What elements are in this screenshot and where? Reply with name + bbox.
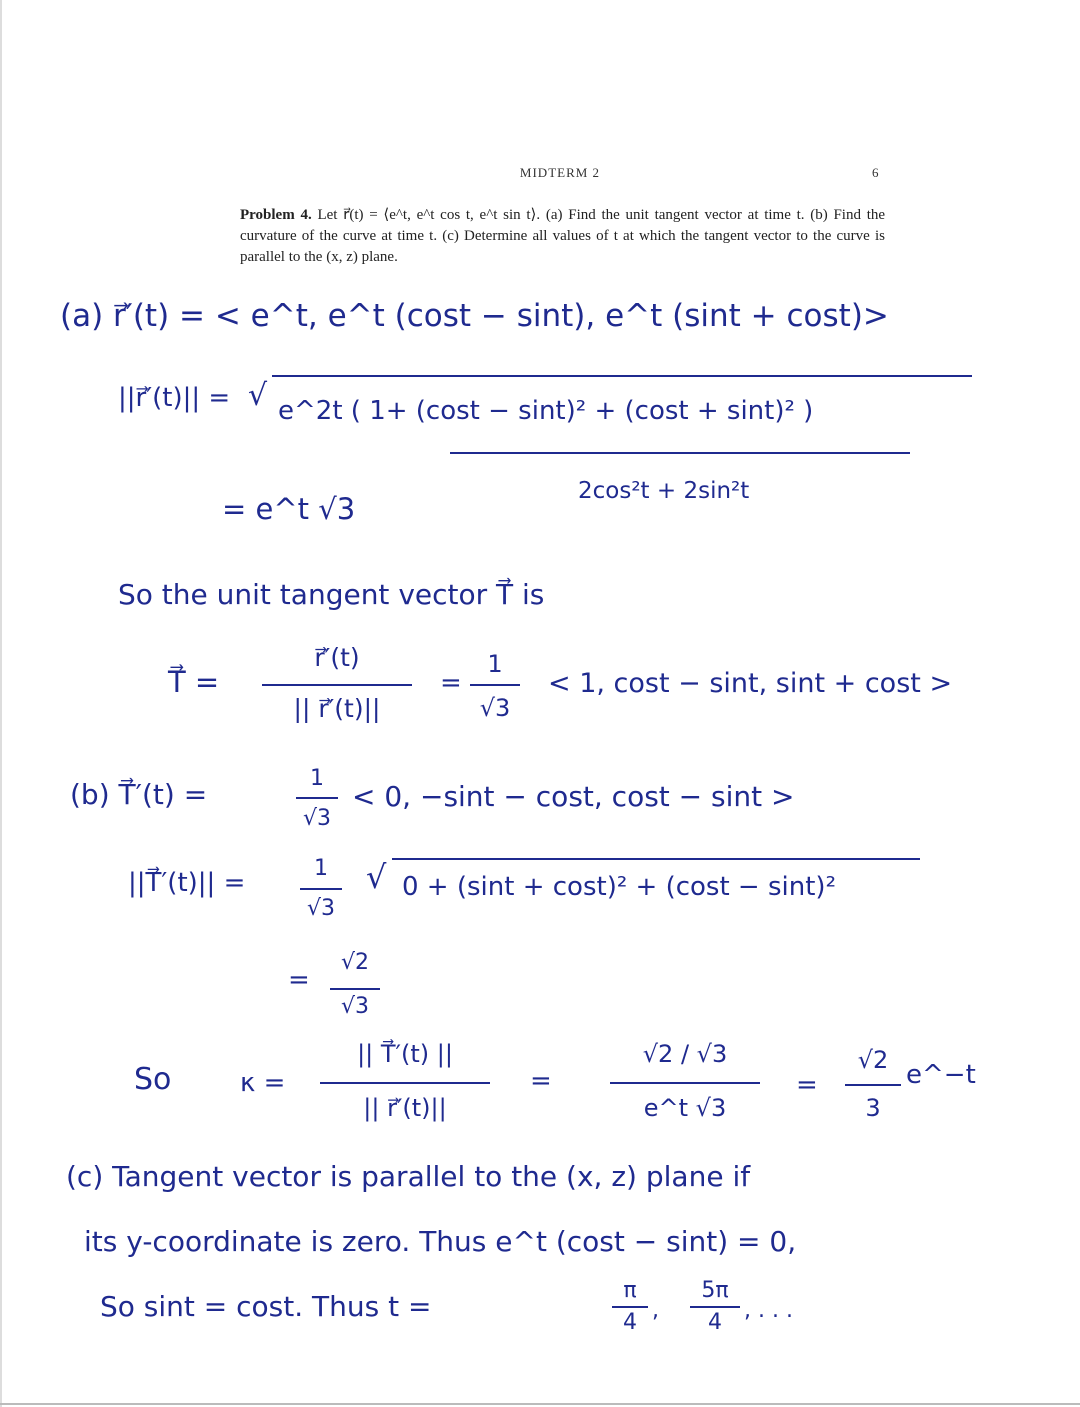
page-number: 6 (872, 165, 879, 180)
part-c-t2-bar (690, 1306, 740, 1308)
part-c-line1: (c) Tangent vector is parallel to the (x, z) plane if (66, 1160, 751, 1193)
part-c-ellipsis: , . . . (744, 1298, 793, 1323)
part-b-kappa-den2: e^t √3 (643, 1094, 727, 1122)
part-b-kappa-bar2 (610, 1082, 760, 1084)
part-c-line2: its y-coordinate is zero. Thus e^t (cost − sint) = 0, (84, 1225, 797, 1258)
problem-label: Problem 4. (240, 207, 312, 223)
part-b-kappa: κ = (240, 1068, 286, 1098)
part-c-t2-den: 4 (708, 1310, 722, 1335)
part-b-radicand: 0 + (sint + cost)² + (cost − sint)² (402, 872, 836, 902)
part-b-Tprime-lhs: (b) T⃗′(t) = (70, 778, 208, 811)
part-b-eq: = (288, 965, 310, 995)
problem-statement (240, 205, 885, 268)
part-b-sqrt-sign: √ (366, 858, 387, 896)
part-b-kappa-eq2: = (796, 1070, 818, 1100)
part-a-T-coef-den: √3 (479, 694, 511, 722)
part-a-T-lhs: T⃗ = (168, 665, 220, 699)
part-a-T-coef-bar (470, 684, 520, 686)
part-a-T-fraction-bar (262, 684, 412, 686)
part-b-kappa-num: || T⃗′(t) || (357, 1040, 453, 1068)
part-b-kappa-bar3 (845, 1084, 901, 1086)
part-a-underbrace-note: 2cos²t + 2sin²t (578, 478, 750, 504)
part-b-result-den: √3 (340, 994, 369, 1019)
part-b-kappa-den3: 3 (865, 1094, 881, 1122)
part-b-kappa-eq1: = (530, 1066, 552, 1096)
part-a-sqrt-bar (272, 375, 972, 377)
part-c-t1-num: π (623, 1278, 637, 1303)
part-a-T-denominator: || r⃗′(t)|| (293, 694, 381, 723)
part-b-kappa-den: || r⃗′(t)|| (363, 1094, 447, 1122)
part-b-norm-coef-den: √3 (306, 896, 335, 921)
part-a-norm-rhs: e^2t ( 1+ (cost − sint)² + (cost + sint)² ) (278, 396, 814, 426)
part-a-T-eq: = (440, 668, 462, 698)
part-a-T-coef-num: 1 (487, 650, 503, 678)
part-b-norm-lhs: ||T⃗′(t)|| = (128, 868, 246, 898)
header-title: MIDTERM 2 (519, 165, 601, 180)
part-b-coef-num: 1 (310, 766, 324, 791)
part-b-Tprime-vector: < 0, −sint − cost, cost − sint > (352, 780, 795, 813)
part-b-so: So (134, 1062, 172, 1097)
part-a-norm-lhs: ||r⃗′(t)|| = (118, 383, 231, 413)
part-a-norm-value: = e^t √3 (222, 492, 356, 526)
part-c-t1-bar (612, 1306, 648, 1308)
part-b-kappa-num3: √2 (857, 1046, 889, 1074)
part-b-norm-coef-bar (300, 888, 342, 890)
part-c-t1-den: 4 (623, 1310, 637, 1335)
part-a-sqrt-sign: √ (248, 378, 268, 413)
part-b-norm-coef-num: 1 (314, 856, 328, 881)
part-b-result-bar (330, 988, 380, 990)
scan-bottom-edge (0, 1403, 1080, 1405)
part-a-T-numerator: r⃗′(t) (314, 643, 360, 672)
part-c-comma: , (652, 1298, 659, 1323)
part-a-T-vector: < 1, cost − sint, sint + cost > (548, 668, 953, 699)
part-b-kappa-tail: e^−t (906, 1060, 976, 1090)
problem-text: Let r⃗(t) = ⟨e^t, e^t cos t, e^t sin t⟩. (a) Find the unit tangent vector at time t. (b) Find the curvature of the curve at time t. (c) Determine all values of t at which the tangent vector to the curve is parallel to the (x, z) plane. (240, 207, 886, 265)
part-b-coef-den: √3 (302, 806, 331, 831)
scan-edge (0, 0, 2, 1407)
part-b-result-num: √2 (340, 950, 369, 975)
part-b-coef-bar (296, 797, 338, 799)
part-a-unit-tangent-intro: So the unit tangent vector T⃗ is (118, 578, 545, 611)
part-b-sqrt-bar (392, 858, 920, 860)
part-a-underbrace (450, 452, 910, 454)
part-c-line3: So sint = cost. Thus t = (100, 1290, 432, 1323)
part-c-t2-num: 5π (701, 1278, 729, 1303)
part-b-kappa-num2: √2 / √3 (642, 1040, 728, 1068)
part-a-derivative: (a) r⃗′(t) = < e^t, e^t (cost − sint), e^t (sint + cost)> (60, 298, 889, 334)
part-b-kappa-bar (320, 1082, 490, 1084)
